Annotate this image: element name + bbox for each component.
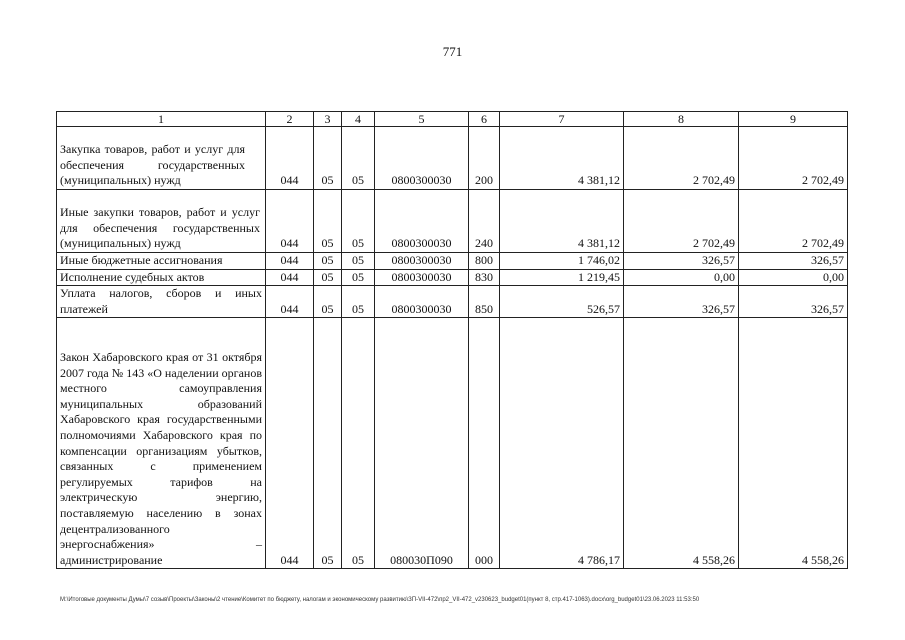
admin-code-cell: 044 [266,190,314,253]
target-article-cell: 0800300030 [375,286,469,318]
admin-code-cell: 044 [266,253,314,270]
column-header: 8 [624,112,739,127]
target-article-cell: 0800300030 [375,190,469,253]
amount-col8-cell: 2 702,49 [624,127,739,190]
row-name-cell [57,318,266,569]
column-header: 2 [266,112,314,127]
file-path-footer: М:\Итоговые документы Думы\7 созыв\Проекты\Законы\2 чтение\Комитет по бюджету, налогам и экономическому развитию\ЗП-VII-472\пр2_VII-472_v230623_budget01(пункт 8, стр.417-1063).docx\org_budget01\23.06.2023 11:53:50 [60,597,700,603]
table-header-row [57,112,848,127]
amount-col9-cell: 0,00 [739,269,848,286]
subsection-cell: 05 [342,318,375,569]
subsection-cell: 05 [342,269,375,286]
section-cell: 05 [314,253,342,270]
column-header: 1 [57,112,266,127]
section-cell: 05 [314,318,342,569]
subsection-cell: 05 [342,190,375,253]
amount-col9-cell: 2 702,49 [739,127,848,190]
amount-col9-cell: 2 702,49 [739,190,848,253]
row-name-cell [57,253,266,270]
expense-type-cell: 830 [469,269,500,286]
amount-col9-cell: 4 558,26 [739,318,848,569]
admin-code-cell: 044 [266,127,314,190]
amount-col7-cell: 1 219,45 [500,269,624,286]
section-cell: 05 [314,269,342,286]
column-header: 3 [314,112,342,127]
column-header: 5 [375,112,469,127]
page-number: 771 [442,44,463,59]
section-cell: 05 [314,127,342,190]
amount-col8-cell: 326,57 [624,286,739,318]
table-row [57,253,848,270]
amount-col8-cell: 0,00 [624,269,739,286]
column-header: 4 [342,112,375,127]
row-name: Иные бюджетные ассигнования [60,253,223,267]
target-article-cell: 0800300030 [375,127,469,190]
amount-col8-cell: 4 558,26 [624,318,739,569]
row-name: Исполнение судебных актов [60,269,205,284]
target-article-cell: 080030П090 [375,318,469,569]
row-name-cell [57,127,266,190]
subsection-cell: 05 [342,253,375,270]
expense-type-cell: 850 [469,286,500,318]
table-row [57,269,848,286]
amount-col7-cell: 4 381,12 [500,190,624,253]
admin-code-cell: 044 [266,269,314,286]
expense-type-cell: 000 [469,318,500,569]
target-article-cell: 0800300030 [375,269,469,286]
amount-col7-cell: 4 381,12 [500,127,624,190]
section-cell: 05 [314,190,342,253]
row-name-cell [57,286,266,318]
admin-code-cell: 044 [266,286,314,318]
row-name-cell [57,269,266,286]
amount-col7-cell: 526,57 [500,286,624,318]
expense-type-cell: 200 [469,127,500,190]
amount-col8-cell: 2 702,49 [624,190,739,253]
target-article-cell: 0800300030 [375,253,469,270]
amount-col7-cell: 1 746,02 [500,253,624,270]
admin-code-cell: 044 [266,318,314,569]
section-cell: 05 [314,286,342,318]
amount-col7-cell: 4 786,17 [500,318,624,569]
subsection-cell: 05 [342,127,375,190]
column-header: 9 [739,112,848,127]
row-name: Закупка товаров, работ и услуг для обеспечения государственных (муниципальных) нужд [60,142,245,188]
row-name: Уплата налогов, сборов и иных платежей [60,286,262,316]
row-name-cell [57,190,266,253]
row-name: Закон Хабаровского края от 31 октября 2007 года № 143 «О наделении органов местного самоуправления муниципальных образований Хабаровского края государственными полномочиями Хабаровского края по компенсации организациям убытков, связанных с применением регулируемых тарифов на электрическую энергию, поставляемую населению в зонах децентрализованного энергоснабжения» – администрирование [60,350,262,567]
table-row [57,190,848,253]
expense-type-cell: 800 [469,253,500,270]
column-header: 7 [500,112,624,127]
table-row [57,127,848,190]
table-row [57,318,848,569]
row-name: Иные закупки товаров, работ и услуг для обеспечения государственных (муниципальных) нужд [60,205,260,251]
expense-type-cell: 240 [469,190,500,253]
subsection-cell: 05 [342,286,375,318]
table-row [57,286,848,318]
amount-col9-cell: 326,57 [739,253,848,270]
column-header: 6 [469,112,500,127]
budget-table [56,111,848,569]
amount-col8-cell: 326,57 [624,253,739,270]
amount-col9-cell: 326,57 [739,286,848,318]
